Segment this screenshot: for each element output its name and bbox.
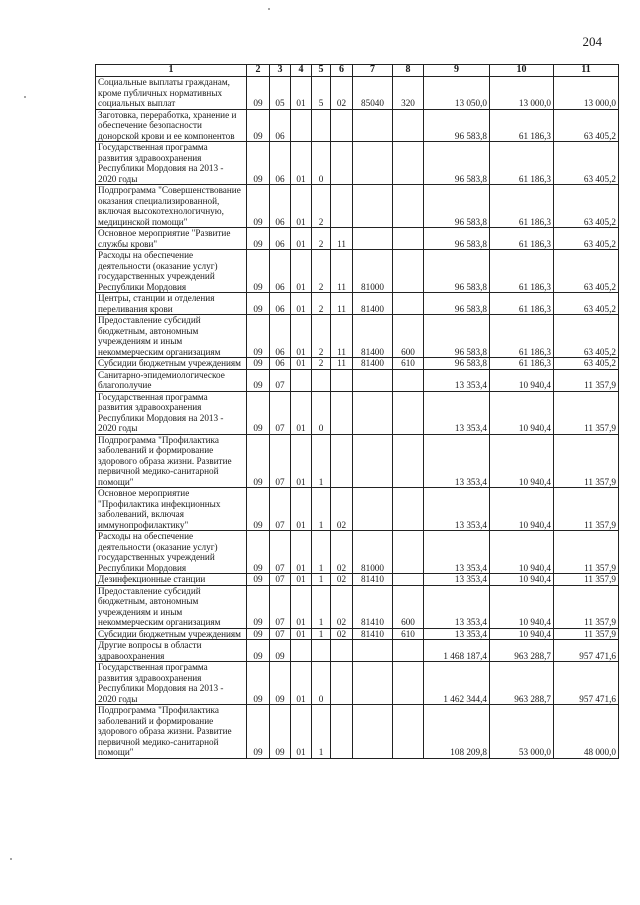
code-cell: 09 — [247, 77, 270, 110]
code-cell: 06 — [270, 142, 291, 185]
code-cell: 09 — [247, 585, 270, 628]
code-cell — [393, 434, 424, 488]
code-cell: 81400 — [353, 358, 393, 370]
code-cell — [353, 142, 393, 185]
table-row — [96, 488, 619, 531]
row-label: Расходы на обеспечение деятельности (оказание услуг) государственных учреждений Республики Мордовия — [96, 250, 247, 293]
code-cell — [353, 640, 393, 662]
amount-cell: 13 353,4 — [424, 434, 490, 488]
table-row — [96, 369, 619, 391]
table-row — [96, 228, 619, 250]
amount-cell: 11 357,9 — [554, 391, 619, 434]
code-cell: 09 — [270, 662, 291, 705]
code-cell: 09 — [247, 142, 270, 185]
table-row — [96, 142, 619, 185]
code-cell — [331, 185, 353, 228]
table-header-row — [96, 65, 619, 77]
code-cell: 09 — [247, 185, 270, 228]
code-cell — [291, 640, 312, 662]
code-cell — [353, 369, 393, 391]
code-cell: 05 — [270, 77, 291, 110]
row-label: Санитарно-эпидемиологическое благополучие — [96, 369, 247, 391]
code-cell: 02 — [331, 574, 353, 586]
table-row — [96, 185, 619, 228]
row-label: Подпрограмма "Профилактика заболеваний и формирование здорового образа жизни. Развитие первичной медико-санитарной помощи" — [96, 434, 247, 488]
amount-cell: 96 583,8 — [424, 185, 490, 228]
amount-cell: 13 050,0 — [424, 77, 490, 110]
amount-cell: 10 940,4 — [490, 585, 554, 628]
code-cell — [393, 142, 424, 185]
code-cell — [331, 705, 353, 759]
row-label: Государственная программа развития здравоохранения Республики Мордовия на 2013 - 2020 годы — [96, 662, 247, 705]
code-cell: 11 — [331, 358, 353, 370]
table-row — [96, 391, 619, 434]
amount-cell: 13 353,4 — [424, 369, 490, 391]
amount-cell: 61 186,3 — [490, 358, 554, 370]
code-cell: 09 — [270, 705, 291, 759]
code-cell: 1 — [312, 705, 331, 759]
amount-cell: 48 000,0 — [554, 705, 619, 759]
code-cell: 01 — [291, 250, 312, 293]
amount-cell: 63 405,2 — [554, 358, 619, 370]
code-cell: 02 — [331, 628, 353, 640]
code-cell: 07 — [270, 488, 291, 531]
code-cell: 06 — [270, 358, 291, 370]
code-cell: 06 — [270, 228, 291, 250]
code-cell — [331, 109, 353, 142]
amount-cell: 61 186,3 — [490, 109, 554, 142]
amount-cell: 96 583,8 — [424, 250, 490, 293]
code-cell: 1 — [312, 628, 331, 640]
code-cell: 07 — [270, 585, 291, 628]
amount-cell: 13 353,4 — [424, 628, 490, 640]
table-row — [96, 358, 619, 370]
column-header: 10 — [490, 65, 554, 77]
code-cell: 2 — [312, 293, 331, 315]
code-cell: 01 — [291, 531, 312, 574]
code-cell — [291, 109, 312, 142]
amount-cell: 13 353,4 — [424, 531, 490, 574]
code-cell: 320 — [393, 77, 424, 110]
table-row — [96, 250, 619, 293]
code-cell: 81410 — [353, 574, 393, 586]
row-label: Субсидии бюджетным учреждениям — [96, 358, 247, 370]
code-cell: 610 — [393, 358, 424, 370]
code-cell: 11 — [331, 315, 353, 358]
table-row — [96, 705, 619, 759]
code-cell: 1 — [312, 488, 331, 531]
row-label: Основное мероприятие "Развитие службы крови" — [96, 228, 247, 250]
table-row — [96, 531, 619, 574]
table-row — [96, 77, 619, 110]
amount-cell: 13 353,4 — [424, 574, 490, 586]
column-header: 8 — [393, 65, 424, 77]
amount-cell: 61 186,3 — [490, 315, 554, 358]
amount-cell: 96 583,8 — [424, 142, 490, 185]
code-cell: 01 — [291, 391, 312, 434]
code-cell: 0 — [312, 391, 331, 434]
code-cell — [393, 109, 424, 142]
code-cell — [353, 434, 393, 488]
row-label: Предоставление субсидий бюджетным, автономным учреждениям и иным некоммерческим организациям — [96, 315, 247, 358]
code-cell: 07 — [270, 531, 291, 574]
code-cell: 01 — [291, 185, 312, 228]
page-number: 204 — [582, 34, 602, 49]
row-label: Подпрограмма "Совершенствование оказания специализированной, включая высокотехнологичную, медицинской помощи" — [96, 185, 247, 228]
code-cell: 09 — [247, 228, 270, 250]
code-cell: 02 — [331, 585, 353, 628]
code-cell: 2 — [312, 250, 331, 293]
amount-cell: 13 353,4 — [424, 391, 490, 434]
code-cell: 09 — [247, 640, 270, 662]
code-cell: 07 — [270, 434, 291, 488]
column-header: 2 — [247, 65, 270, 77]
column-header: 5 — [312, 65, 331, 77]
code-cell — [331, 662, 353, 705]
table-row — [96, 434, 619, 488]
amount-cell: 61 186,3 — [490, 142, 554, 185]
code-cell — [312, 640, 331, 662]
code-cell — [393, 705, 424, 759]
code-cell: 09 — [247, 369, 270, 391]
amount-cell: 11 357,9 — [554, 585, 619, 628]
code-cell — [393, 250, 424, 293]
code-cell — [393, 391, 424, 434]
row-label: Социальные выплаты гражданам, кроме публичных нормативных социальных выплат — [96, 77, 247, 110]
row-label: Центры, станции и отделения переливания крови — [96, 293, 247, 315]
code-cell: 09 — [247, 531, 270, 574]
table-row — [96, 315, 619, 358]
code-cell: 11 — [331, 228, 353, 250]
row-label: Дезинфекционные станции — [96, 574, 247, 586]
amount-cell: 63 405,2 — [554, 109, 619, 142]
code-cell: 06 — [270, 293, 291, 315]
code-cell: 09 — [247, 109, 270, 142]
code-cell — [353, 185, 393, 228]
amount-cell: 11 357,9 — [554, 628, 619, 640]
code-cell — [353, 662, 393, 705]
code-cell — [393, 369, 424, 391]
table-body — [96, 77, 619, 759]
code-cell: 11 — [331, 250, 353, 293]
code-cell: 09 — [247, 574, 270, 586]
column-header: 3 — [270, 65, 291, 77]
amount-cell: 96 583,8 — [424, 228, 490, 250]
amount-cell: 63 405,2 — [554, 142, 619, 185]
code-cell: 0 — [312, 142, 331, 185]
amount-cell: 10 940,4 — [490, 574, 554, 586]
code-cell: 01 — [291, 315, 312, 358]
amount-cell: 96 583,8 — [424, 315, 490, 358]
amount-cell: 10 940,4 — [490, 434, 554, 488]
code-cell: 06 — [270, 109, 291, 142]
amount-cell: 13 000,0 — [554, 77, 619, 110]
code-cell: 2 — [312, 185, 331, 228]
code-cell — [312, 109, 331, 142]
row-label: Предоставление субсидий бюджетным, автономным учреждениям и иным некоммерческим организациям — [96, 585, 247, 628]
amount-cell: 10 940,4 — [490, 488, 554, 531]
code-cell: 81000 — [353, 531, 393, 574]
code-cell: 09 — [247, 662, 270, 705]
column-header: 6 — [331, 65, 353, 77]
code-cell: 5 — [312, 77, 331, 110]
amount-cell: 63 405,2 — [554, 293, 619, 315]
code-cell: 01 — [291, 358, 312, 370]
code-cell: 01 — [291, 585, 312, 628]
code-cell: 600 — [393, 585, 424, 628]
amount-cell: 10 940,4 — [490, 531, 554, 574]
column-header: 11 — [554, 65, 619, 77]
code-cell: 09 — [247, 315, 270, 358]
amount-cell: 10 940,4 — [490, 369, 554, 391]
code-cell: 2 — [312, 228, 331, 250]
code-cell — [393, 228, 424, 250]
amount-cell: 63 405,2 — [554, 228, 619, 250]
table-row — [96, 574, 619, 586]
code-cell: 01 — [291, 142, 312, 185]
code-cell: 81410 — [353, 585, 393, 628]
scan-speck — [10, 858, 12, 860]
code-cell — [393, 640, 424, 662]
code-cell: 02 — [331, 488, 353, 531]
code-cell: 01 — [291, 434, 312, 488]
code-cell: 09 — [247, 628, 270, 640]
row-label: Субсидии бюджетным учреждениям — [96, 628, 247, 640]
code-cell: 1 — [312, 574, 331, 586]
code-cell: 1 — [312, 585, 331, 628]
code-cell: 81000 — [353, 250, 393, 293]
budget-table — [95, 64, 619, 759]
code-cell: 11 — [331, 293, 353, 315]
amount-cell: 96 583,8 — [424, 358, 490, 370]
scan-speck — [268, 8, 270, 10]
code-cell — [393, 574, 424, 586]
code-cell — [353, 228, 393, 250]
scan-speck — [24, 96, 26, 98]
row-label: Государственная программа развития здравоохранения Республики Мордовия на 2013 - 2020 годы — [96, 391, 247, 434]
column-header: 1 — [96, 65, 247, 77]
code-cell: 81400 — [353, 293, 393, 315]
amount-cell: 96 583,8 — [424, 109, 490, 142]
code-cell: 01 — [291, 293, 312, 315]
amount-cell: 63 405,2 — [554, 315, 619, 358]
code-cell: 2 — [312, 315, 331, 358]
amount-cell: 1 468 187,4 — [424, 640, 490, 662]
row-label: Заготовка, переработка, хранение и обеспечение безопасности донорской крови и ее компонентов — [96, 109, 247, 142]
code-cell — [353, 391, 393, 434]
code-cell: 01 — [291, 574, 312, 586]
code-cell: 81400 — [353, 315, 393, 358]
amount-cell: 108 209,8 — [424, 705, 490, 759]
code-cell — [331, 640, 353, 662]
amount-cell: 11 357,9 — [554, 434, 619, 488]
amount-cell: 11 357,9 — [554, 488, 619, 531]
code-cell: 09 — [247, 358, 270, 370]
code-cell: 02 — [331, 77, 353, 110]
row-label: Основное мероприятие "Профилактика инфекционных заболеваний, включая иммунопрофилактику" — [96, 488, 247, 531]
table-row — [96, 109, 619, 142]
code-cell: 01 — [291, 488, 312, 531]
amount-cell: 10 940,4 — [490, 391, 554, 434]
code-cell: 09 — [247, 488, 270, 531]
table-row — [96, 640, 619, 662]
amount-cell: 63 405,2 — [554, 250, 619, 293]
code-cell: 07 — [270, 369, 291, 391]
amount-cell: 11 357,9 — [554, 531, 619, 574]
code-cell: 09 — [270, 640, 291, 662]
amount-cell: 957 471,6 — [554, 640, 619, 662]
code-cell: 09 — [247, 391, 270, 434]
amount-cell: 11 357,9 — [554, 369, 619, 391]
amount-cell: 963 288,7 — [490, 640, 554, 662]
code-cell: 01 — [291, 662, 312, 705]
amount-cell: 1 462 344,4 — [424, 662, 490, 705]
amount-cell: 61 186,3 — [490, 293, 554, 315]
code-cell: 07 — [270, 628, 291, 640]
code-cell: 01 — [291, 628, 312, 640]
row-label: Подпрограмма "Профилактика заболеваний и формирование здорового образа жизни. Развитие первичной медико-санитарной помощи" — [96, 705, 247, 759]
amount-cell: 11 357,9 — [554, 574, 619, 586]
code-cell — [331, 142, 353, 185]
code-cell: 85040 — [353, 77, 393, 110]
code-cell: 02 — [331, 531, 353, 574]
row-label: Расходы на обеспечение деятельности (оказание услуг) государственных учреждений Республики Мордовия — [96, 531, 247, 574]
amount-cell: 53 000,0 — [490, 705, 554, 759]
table-row — [96, 628, 619, 640]
table-row — [96, 293, 619, 315]
code-cell: 06 — [270, 250, 291, 293]
code-cell: 06 — [270, 315, 291, 358]
code-cell — [393, 662, 424, 705]
code-cell: 01 — [291, 77, 312, 110]
code-cell: 09 — [247, 250, 270, 293]
column-header: 9 — [424, 65, 490, 77]
code-cell — [331, 391, 353, 434]
amount-cell: 61 186,3 — [490, 228, 554, 250]
code-cell: 06 — [270, 185, 291, 228]
table-row — [96, 662, 619, 705]
code-cell — [393, 293, 424, 315]
amount-cell: 96 583,8 — [424, 293, 490, 315]
amount-cell: 13 353,4 — [424, 488, 490, 531]
code-cell: 610 — [393, 628, 424, 640]
code-cell — [353, 109, 393, 142]
table-row — [96, 585, 619, 628]
row-label: Другие вопросы в области здравоохранения — [96, 640, 247, 662]
code-cell: 07 — [270, 574, 291, 586]
code-cell — [393, 185, 424, 228]
code-cell: 07 — [270, 391, 291, 434]
amount-cell: 13 000,0 — [490, 77, 554, 110]
amount-cell: 63 405,2 — [554, 185, 619, 228]
amount-cell: 61 186,3 — [490, 185, 554, 228]
code-cell: 0 — [312, 662, 331, 705]
row-label: Государственная программа развития здравоохранения Республики Мордовия на 2013 - 2020 годы — [96, 142, 247, 185]
code-cell: 81410 — [353, 628, 393, 640]
code-cell — [331, 434, 353, 488]
code-cell — [312, 369, 331, 391]
code-cell: 01 — [291, 228, 312, 250]
column-header: 7 — [353, 65, 393, 77]
code-cell: 600 — [393, 315, 424, 358]
code-cell: 2 — [312, 358, 331, 370]
code-cell — [331, 369, 353, 391]
code-cell — [353, 488, 393, 531]
code-cell: 09 — [247, 293, 270, 315]
code-cell — [353, 705, 393, 759]
code-cell: 1 — [312, 434, 331, 488]
column-header: 4 — [291, 65, 312, 77]
code-cell: 1 — [312, 531, 331, 574]
code-cell — [393, 531, 424, 574]
code-cell: 01 — [291, 705, 312, 759]
amount-cell: 957 471,6 — [554, 662, 619, 705]
amount-cell: 13 353,4 — [424, 585, 490, 628]
code-cell: 09 — [247, 434, 270, 488]
amount-cell: 963 288,7 — [490, 662, 554, 705]
code-cell — [393, 488, 424, 531]
code-cell: 09 — [247, 705, 270, 759]
code-cell — [291, 369, 312, 391]
amount-cell: 10 940,4 — [490, 628, 554, 640]
amount-cell: 61 186,3 — [490, 250, 554, 293]
